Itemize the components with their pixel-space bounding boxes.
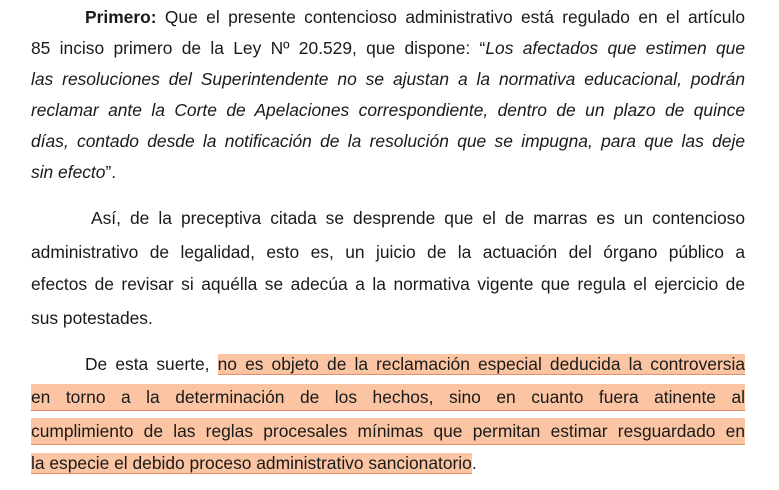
text-span: ”. <box>105 162 117 182</box>
highlighted-line <box>31 384 745 410</box>
text-line <box>31 450 745 476</box>
highlighted-text: en torno a la determinación de los hechos, sino en cuanto fuera atinente al <box>31 384 745 411</box>
quote-line <box>31 66 745 92</box>
highlighted-text: cumplimiento de las reglas procesales mínimas que permitan estimar resguardado en <box>31 418 745 445</box>
highlighted-text: la especie el debido proceso administrativo sancionatorio <box>31 453 472 473</box>
heading-primero: Primero: <box>85 7 157 27</box>
highlighted-text: no es objeto de la reclamación especial deducida la controversia <box>217 354 745 374</box>
text-span: Que el presente contencioso administrativo está regulado en el artículo <box>156 7 745 27</box>
text-span: sus potestades. <box>31 308 153 328</box>
quote-span: Los afectados que estimen que <box>485 38 746 58</box>
text-line <box>31 305 745 331</box>
highlighted-line <box>31 418 745 444</box>
quote-span: las resoluciones del Superintendente no se ajustan a la normativa educacional, podrán <box>31 69 745 89</box>
quote-span: sin efecto <box>31 162 106 182</box>
text-span: . <box>471 453 477 473</box>
text-line <box>31 239 745 265</box>
text-line <box>31 271 745 297</box>
quote-span: reclamar ante la Corte de Apelaciones correspondiente, dentro de un plazo de quince <box>31 100 745 120</box>
text-span: Así, de la preceptiva citada se desprende que el de marras es un contencioso <box>91 208 745 228</box>
quote-span: días, contado desde la notificación de la resolución que se impugna, para que las deje <box>31 131 745 151</box>
text-line <box>31 35 745 61</box>
quote-line <box>31 128 745 154</box>
text-span: 85 inciso primero de la Ley Nº 20.529, que dispone: “ <box>31 38 486 58</box>
quote-line <box>31 97 745 123</box>
text-line <box>85 4 745 30</box>
text-span: administrativo de legalidad, esto es, un juicio de la actuación del órgano público a <box>31 242 745 262</box>
text-line <box>85 351 745 377</box>
text-span: efectos de revisar si aquélla se adecúa a la normativa vigente que regula el ejercicio de <box>31 274 745 294</box>
text-span: De esta suerte, <box>85 354 218 374</box>
text-line <box>91 205 745 231</box>
text-line <box>31 159 745 185</box>
